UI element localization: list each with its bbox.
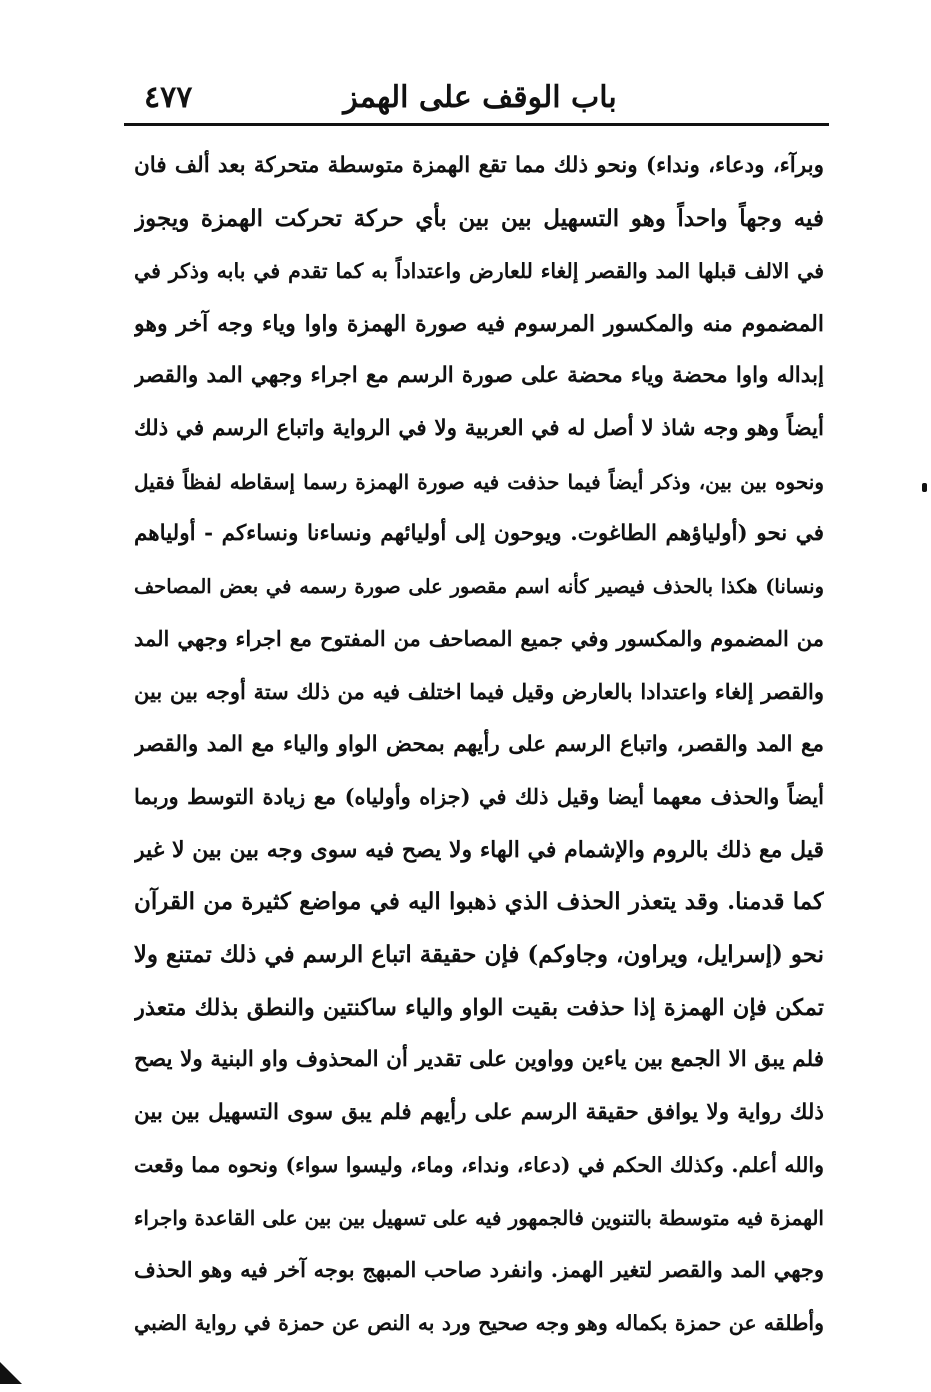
text-line: وجهي المد والقصر لتغير الهمز. وانفرد صاحب المبهج بوجه آخر فيه وهو الحذف [134, 1257, 824, 1283]
text-line: في نحو (أولياؤهم الطاغوت. ويوحون إلى أوليائهم ونساءنا ونساءكم - أولياهم [134, 521, 824, 547]
text-line: من المضموم والمكسور وفي جميع المصاحف من المفتوح مع اجراء وجهي المد [134, 626, 824, 652]
text-line: فلم يبق الا الجمع بين ياءين وواوين على تقدير أن المحذوف واو البنية ولا يصح [134, 1047, 824, 1073]
text-line: إبداله واوا محضة وياء محضة على صورة الرسم مع اجراء وجهي المد والقصر [134, 363, 824, 389]
text-line: والقصر إلغاء واعتدادا بالعارض وقيل فيما اختلف فيه من ذلك ستة أوجه بين بين [134, 678, 824, 704]
text-line: ذلك رواية ولا يوافق حقيقة الرسم على رأيهم فلم يبق سوى التسهيل بين بين [134, 1099, 824, 1125]
text-line: كما قدمنا. وقد يتعذر الحذف الذي ذهبوا اليه في مواضع كثيرة من القرآن [134, 888, 824, 916]
text-line: ونسانا) هكذا بالحذف فيصير كأنه اسم مقصور على صورة رسمه في بعض المصاحف [134, 574, 824, 598]
text-line: ونحوه بين بين، وذكر أيضاً فيما حذفت فيه صورة الهمزة رسما إسقاطه لفظاً فقيل [134, 469, 824, 494]
text-line: والله أعلم. وكذلك الحكم في (دعاء، ونداء، وماء، وليسوا سواء) ونحوه مما وقعت [134, 1153, 824, 1178]
corner-mark [0, 1362, 22, 1384]
text-line: فيه وجهاً واحداً وهو التسهيل بين بين بأي حركة تحركت الهمزة ويجوز [134, 204, 824, 232]
text-line: أيضاً والحذف معهما أيضا وقيل ذلك في (جزاه وأولياه) مع زيادة التوسط وربما [134, 784, 824, 810]
text-line: الهمزة فيه متوسطة بالتنوين فالجمهور فيه على تسهيل بين بين على القاعدة واجراء [134, 1205, 824, 1230]
body-text [134, 140, 824, 1350]
text-line: أيضاً وهو وجه شاذ لا أصل له في العربية ولا في الرواية واتباع الرسم في ذلك [134, 415, 824, 441]
text-line: المضموم منه والمكسور المرسوم فيه صورة الهمزة واوا وياء وجه آخر وهو [134, 310, 824, 337]
text-line: قيل مع ذلك بالروم والإشمام في الهاء ولا يصح فيه سوى وجه بين بين لا غير [134, 836, 824, 863]
running-title: باب الوقف على الهمز [343, 80, 617, 115]
text-line: نحو (إسرايل، ويراون، وجاوكم) فإن حقيقة اتباع الرسم في ذلك تمتنع ولا [134, 940, 824, 968]
text-line: مع المد والقصر، واتباع الرسم على رأيهم بمحض الواو والياء مع المد والقصر [134, 731, 824, 757]
text-line: في الالف قبلها المد والقصر إلغاء للعارض واعتداداً به كما تقدم في بابه وذكر في [134, 259, 824, 284]
margin-speck [922, 483, 927, 492]
text-line: تمكن فإن الهمزة إذا حذفت بقيت الواو والياء ساكنتين والنطق بذلك متعذر [134, 994, 824, 1021]
page-number: ٤٧٧ [144, 80, 193, 115]
text-line: وأطلقه عن حمزة بكماله وهو وجه صحيح ورد به النص عن حمزة في رواية الضبي [134, 1311, 824, 1336]
text-line: وبرآء، ودعاء، ونداء) ونحو ذلك مما تقع الهمزة متوسطة متحركة بعد ألف فان [134, 153, 824, 178]
header-rule [124, 123, 829, 126]
page-header [130, 70, 830, 120]
